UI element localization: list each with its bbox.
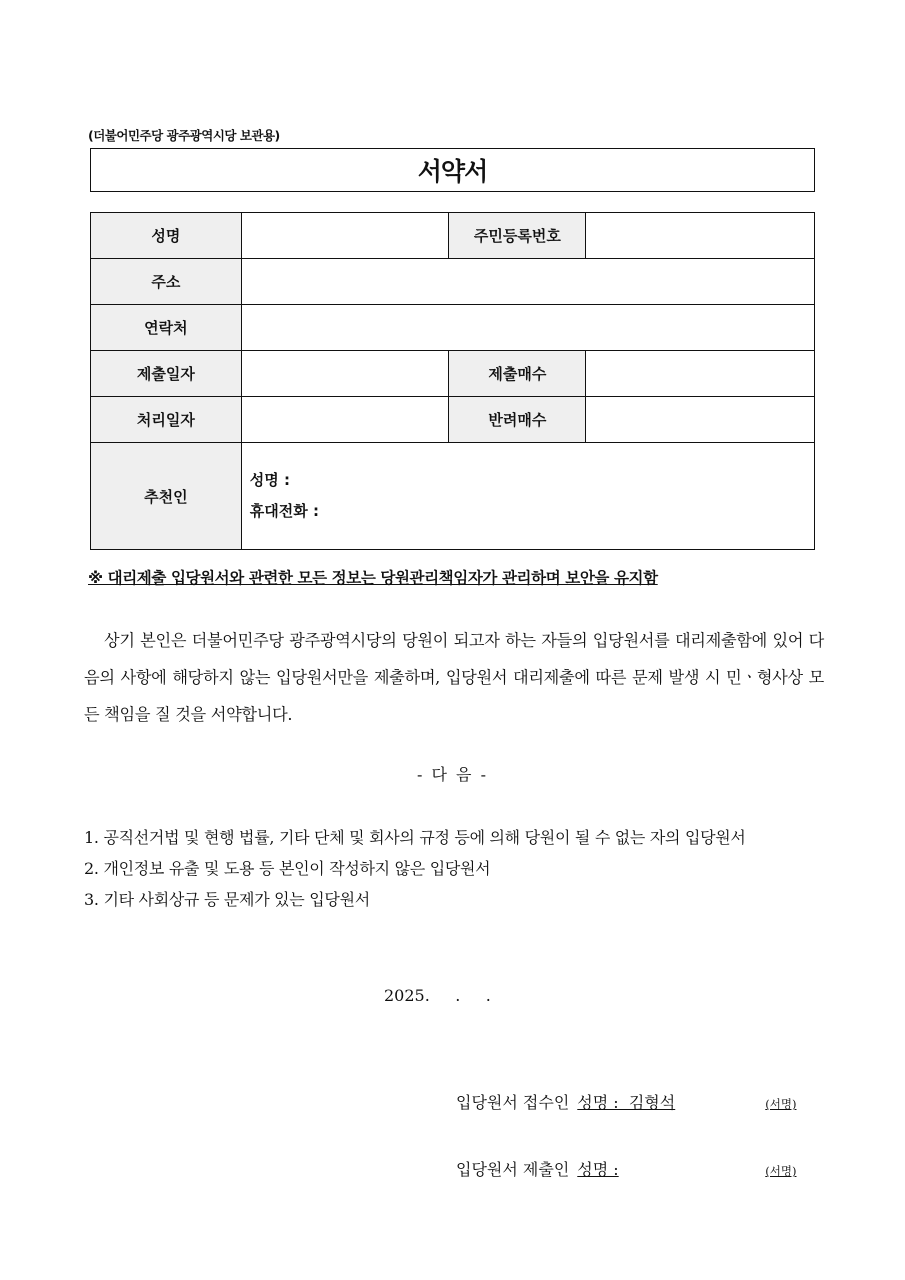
list-item: 2. 개인정보 유출 및 도용 등 본인이 작성하지 않은 입당원서 <box>84 859 491 878</box>
submitter-name-field[interactable]: 성명 : <box>577 1160 619 1179</box>
table-row <box>91 443 815 550</box>
table-row <box>91 213 815 259</box>
pledge-paragraph: 상기 본인은 더불어민주당 광주광역시당의 당원이 되고자 하는 자들의 입당원서를 대리제출함에 있어 다음의 사항에 해당하지 않는 입당원서만을 제출하며, 입당원서 대리제출에 따른 문제 발생 시 민ㆍ형사상 모든 책임을 질 것을 서약합니다. <box>84 631 824 724</box>
submit-date-label: 제출일자 <box>91 351 242 397</box>
submitter-role: 입당원서 제출인 <box>456 1160 570 1179</box>
recommender-label: 추천인 <box>91 443 242 550</box>
contact-label: 연락처 <box>91 305 242 351</box>
address-field[interactable] <box>241 259 814 305</box>
process-date-label: 처리일자 <box>91 397 242 443</box>
process-date-field[interactable] <box>241 397 449 443</box>
name-field[interactable] <box>241 213 449 259</box>
daeum-heading: - 다 음 - <box>417 765 488 784</box>
receiver-sign-mark: (서명) <box>765 1097 797 1111</box>
return-count-field[interactable] <box>586 397 815 443</box>
table-row <box>91 351 815 397</box>
contact-field[interactable] <box>241 305 814 351</box>
submitter-signature-line <box>456 1157 796 1180</box>
recommender-name-label: 성명 : <box>249 471 290 489</box>
condition-list <box>84 822 824 915</box>
submitter-sign-mark: (서명) <box>765 1164 797 1178</box>
address-label: 주소 <box>91 259 242 305</box>
receiver-signature-line <box>456 1090 796 1113</box>
list-item: 3. 기타 사회상규 등 문제가 있는 입당원서 <box>84 890 370 909</box>
custody-label: (더불어민주당 광주광역시당 보관용) <box>88 128 280 143</box>
applicant-info-table <box>90 212 815 550</box>
name-label: 성명 <box>91 213 242 259</box>
security-notice: ※ 대리제출 입당원서와 관련한 모든 정보는 당원관리책임자가 관리하며 보안을 유지함 <box>88 569 658 587</box>
receiver-role: 입당원서 접수인 <box>456 1093 570 1112</box>
resident-no-field[interactable] <box>586 213 815 259</box>
table-row <box>91 397 815 443</box>
recommender-field[interactable] <box>241 443 814 550</box>
list-item: 1. 공직선거법 및 현행 법률, 기타 단체 및 회사의 규정 등에 의해 당원이 될 수 없는 자의 입당원서 <box>84 828 746 847</box>
submit-date-field[interactable] <box>241 351 449 397</box>
document-title: 서약서 <box>417 157 488 186</box>
recommender-phone-label: 휴대전화 : <box>249 502 319 520</box>
table-row <box>91 305 815 351</box>
receiver-name-field[interactable]: 성명 : 김형석 <box>577 1093 676 1112</box>
table-row <box>91 259 815 305</box>
return-count-label: 반려매수 <box>449 397 586 443</box>
date-line: 2025. . . <box>384 986 491 1005</box>
resident-no-label: 주민등록번호 <box>449 213 586 259</box>
title-box <box>90 148 815 192</box>
submit-count-label: 제출매수 <box>449 351 586 397</box>
submit-count-field[interactable] <box>586 351 815 397</box>
